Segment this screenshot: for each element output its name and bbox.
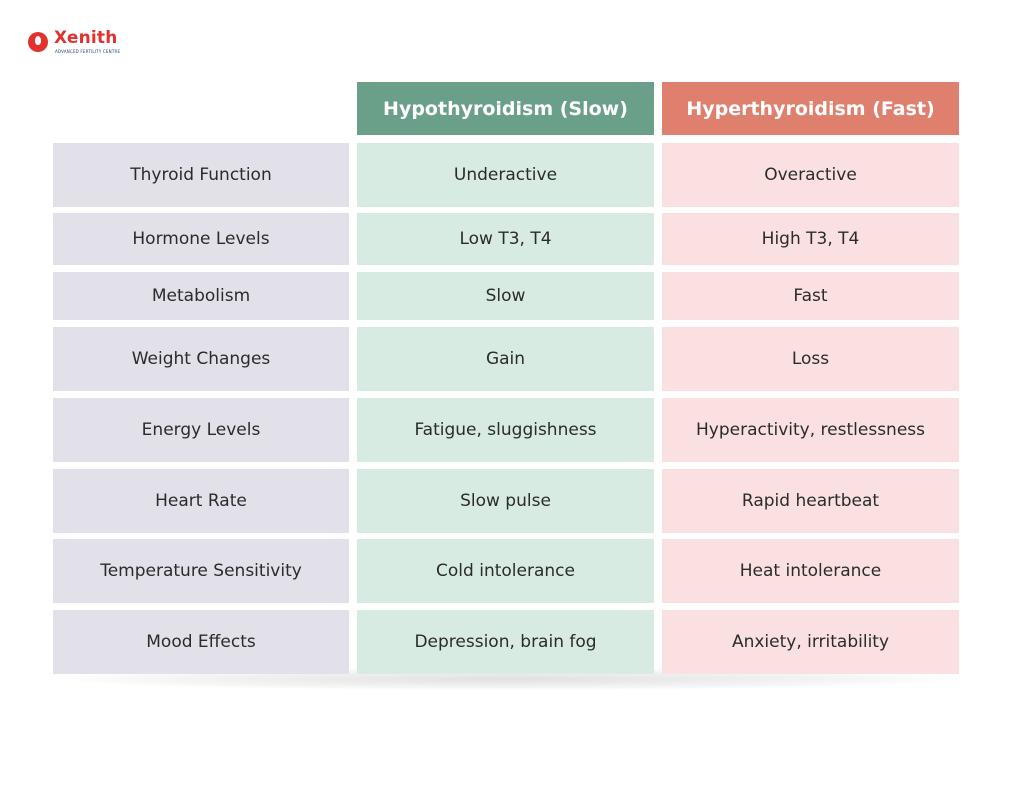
row-label: Thyroid Function: [53, 143, 349, 207]
hypothyroidism-cell: Depression, brain fog: [357, 610, 654, 674]
row-label: Hormone Levels: [53, 213, 349, 265]
hyperthyroidism-cell: Overactive: [662, 143, 959, 207]
logo-drop-icon: [28, 32, 48, 52]
hyperthyroidism-cell: Rapid heartbeat: [662, 469, 959, 533]
hyperthyroidism-header: Hyperthyroidism (Fast): [662, 82, 959, 135]
hypothyroidism-cell: Underactive: [357, 143, 654, 207]
hyperthyroidism-cell: High T3, T4: [662, 213, 959, 265]
hypothyroidism-cell: Cold intolerance: [357, 539, 654, 603]
row-label: Mood Effects: [53, 610, 349, 674]
hyperthyroidism-cell: Loss: [662, 327, 959, 391]
hyperthyroidism-cell: Fast: [662, 272, 959, 320]
hypothyroidism-header: Hypothyroidism (Slow): [357, 82, 654, 135]
row-label: Energy Levels: [53, 398, 349, 462]
hypothyroidism-cell: Slow: [357, 272, 654, 320]
hypothyroidism-cell: Fatigue, sluggishness: [357, 398, 654, 462]
hyperthyroidism-cell: Anxiety, irritability: [662, 610, 959, 674]
hypothyroidism-cell: Low T3, T4: [357, 213, 654, 265]
hypothyroidism-cell: Slow pulse: [357, 469, 654, 533]
comparison-table: [53, 82, 960, 674]
row-label: Temperature Sensitivity: [53, 539, 349, 603]
row-label: Metabolism: [53, 272, 349, 320]
logo-name: Xenith: [54, 28, 118, 48]
row-label: Weight Changes: [53, 327, 349, 391]
xenith-logo: [28, 28, 128, 60]
hyperthyroidism-cell: Hyperactivity, restlessness: [662, 398, 959, 462]
hypothyroidism-cell: Gain: [357, 327, 654, 391]
logo-tagline: ADVANCED FERTILITY CENTRE: [55, 49, 121, 54]
row-label: Heart Rate: [53, 469, 349, 533]
hyperthyroidism-cell: Heat intolerance: [662, 539, 959, 603]
